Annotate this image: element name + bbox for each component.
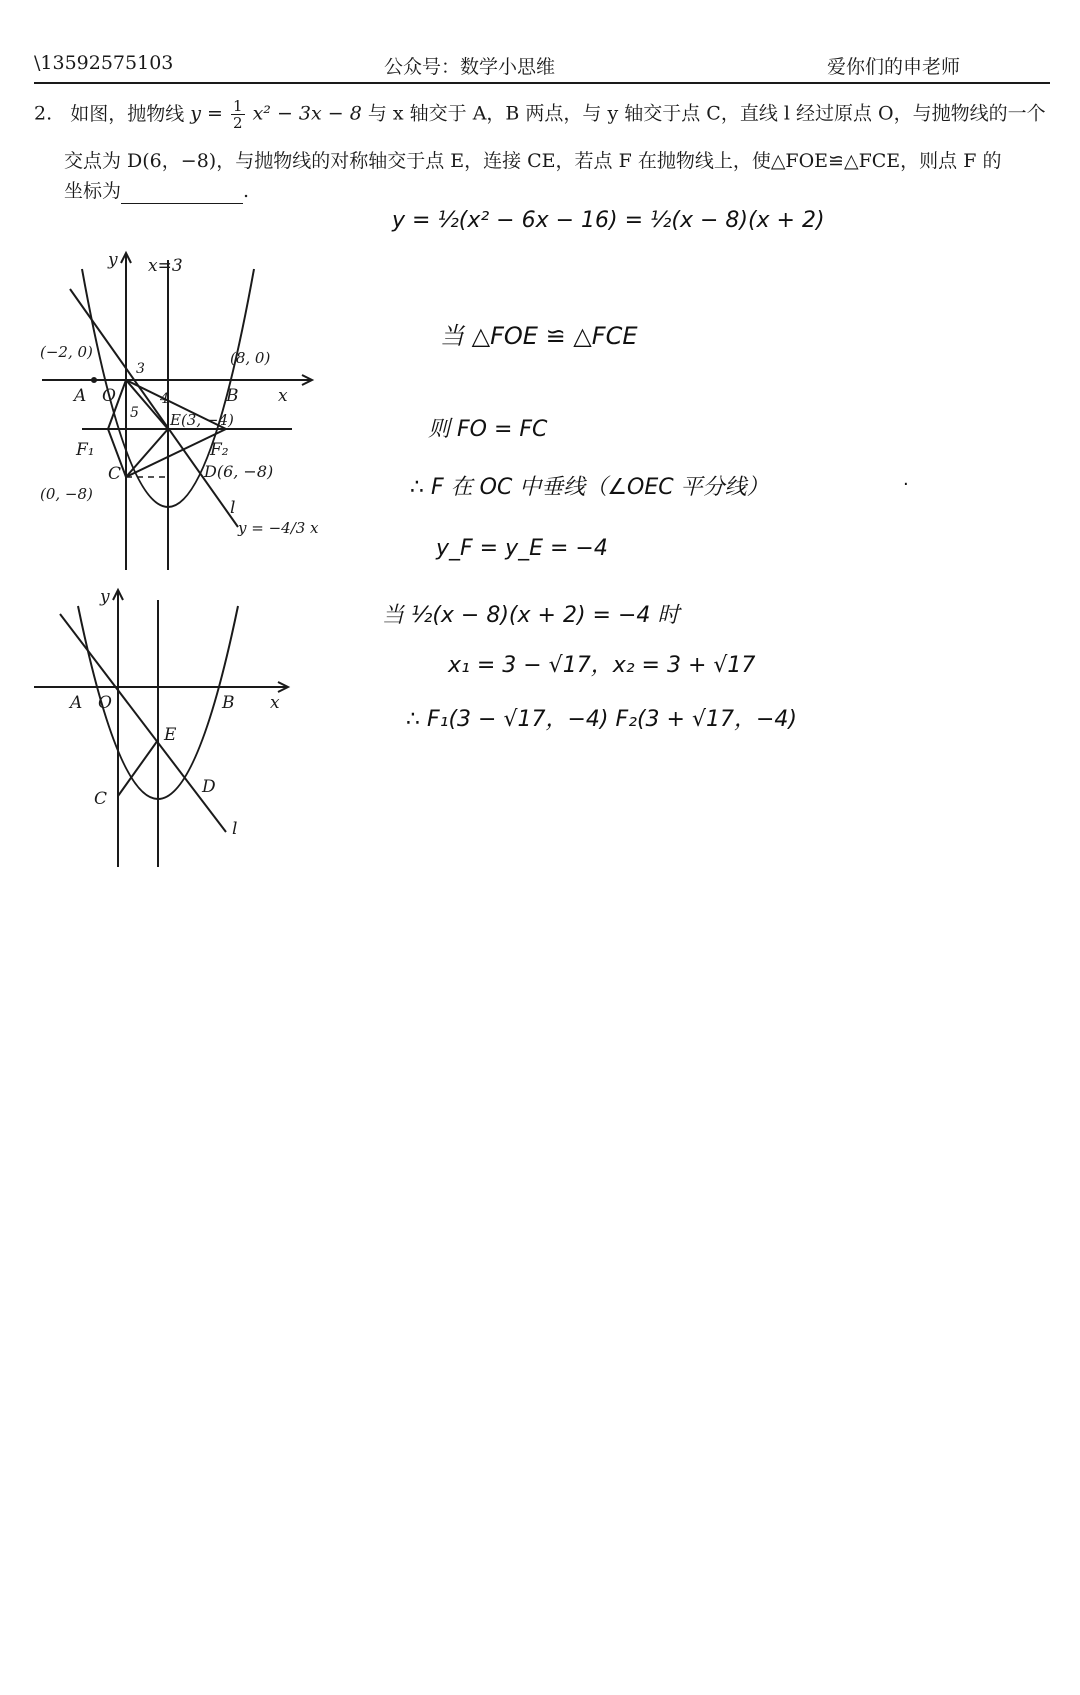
fig1-label-o: O [102,386,116,406]
hw-dot: · [903,474,909,495]
fig2-label-y: y [100,587,110,607]
fig1-label-x: x [278,386,288,406]
fig1-seg-ce [126,429,168,477]
header-account: 公众号：数学小思维 [384,56,556,78]
fig1-label-d: D(6, −8) [204,462,274,481]
fig1-label-coord-b: (8, 0) [230,349,271,367]
formula-rest: x² − 3x − 8 [252,102,362,125]
fig1-label-c: C [108,464,122,484]
problem-line3-pre: 坐标为 [64,180,122,202]
problem-number: 2. [34,102,53,125]
fig1-label-f2: F₂ [210,440,229,460]
fig2-label-x: x [270,693,280,713]
header-author: 爱你们的申老师 [826,56,960,78]
fig2-label-o: O [98,693,112,713]
fraction-denominator: 2 [233,114,243,132]
problem-line3-post: . [243,180,250,202]
problem-line-1 [34,98,1046,131]
answer-blank [121,185,243,204]
hw-factor: y = ½(x² − 6x − 16) = ½(x − 8)(x + 2) [392,208,825,233]
header-phone: \13592575103 [34,52,174,74]
hw-congruent: 当 △FOE ≌ △FCE [440,322,638,350]
fig2-label-e: E [164,725,177,745]
fig1-seg3: 3 [136,361,145,377]
header-divider [34,82,1050,84]
formula-fraction [231,98,245,131]
fig1-label-l: l [230,498,236,518]
fig1-label-sym: x=3 [148,256,183,276]
hw-step5: x₁ = 3 − √17，x₂ = 3 + √17 [448,653,756,678]
hw-step6: ∴ F₁(3 − √17，−4) F₂(3 + √17，−4) [406,707,797,732]
figure-annotated [30,245,350,575]
fig1-label-coord-a: (−2, 0) [40,343,93,361]
fig2-label-c: C [94,789,108,809]
fig1-label-f1: F₁ [76,440,95,460]
hw-step4: 当 ½(x − 8)(x + 2) = −4 时 [382,603,680,628]
hw-step3: y_F = y_E = −4 [436,536,608,561]
hw-step1: 则 FO = FC [428,417,548,442]
fig2-label-b: B [222,693,235,713]
fig2-label-a: A [70,693,83,713]
fig2-label-l: l [232,819,238,839]
fig2-line-l [60,614,226,832]
problem-line-3 [64,178,249,204]
fig1-label-e: E(3, −4) [170,411,234,429]
fig1-line-eq: y = −4/3 x [238,519,319,537]
fig1-label-a: A [74,386,87,406]
fig1-line-l [70,289,238,527]
problem-line1-pre: 如图，抛物线 [70,102,185,125]
fraction-numerator: 1 [233,97,243,115]
fig1-label-coord-c: (0, −8) [40,485,93,503]
fig2-label-d: D [202,777,216,797]
fig1-seg5: 5 [130,405,139,421]
fig1-label-b: B [226,386,239,406]
hw-step2: ∴ F 在 OC 中垂线（∠OEC 平分线） [410,475,769,500]
fig1-label-y: y [108,250,118,270]
problem-line1-post: 与 x 轴交于 A，B 两点，与 y 轴交于点 C，直线 l 经过原点 O，与抛物线的一个 [367,102,1046,125]
fig1-point-a [91,377,97,383]
problem-line-2: 交点为 D(6，−8)，与抛物线的对称轴交于点 E，连接 CE，若点 F 在抛物线上，使△FOE≌△FCE，则点 F 的 [64,150,1002,172]
figure-original [30,582,350,882]
formula-y: y = [190,102,223,125]
page-header [34,52,1050,82]
fig1-seg4: 4 [160,391,169,407]
